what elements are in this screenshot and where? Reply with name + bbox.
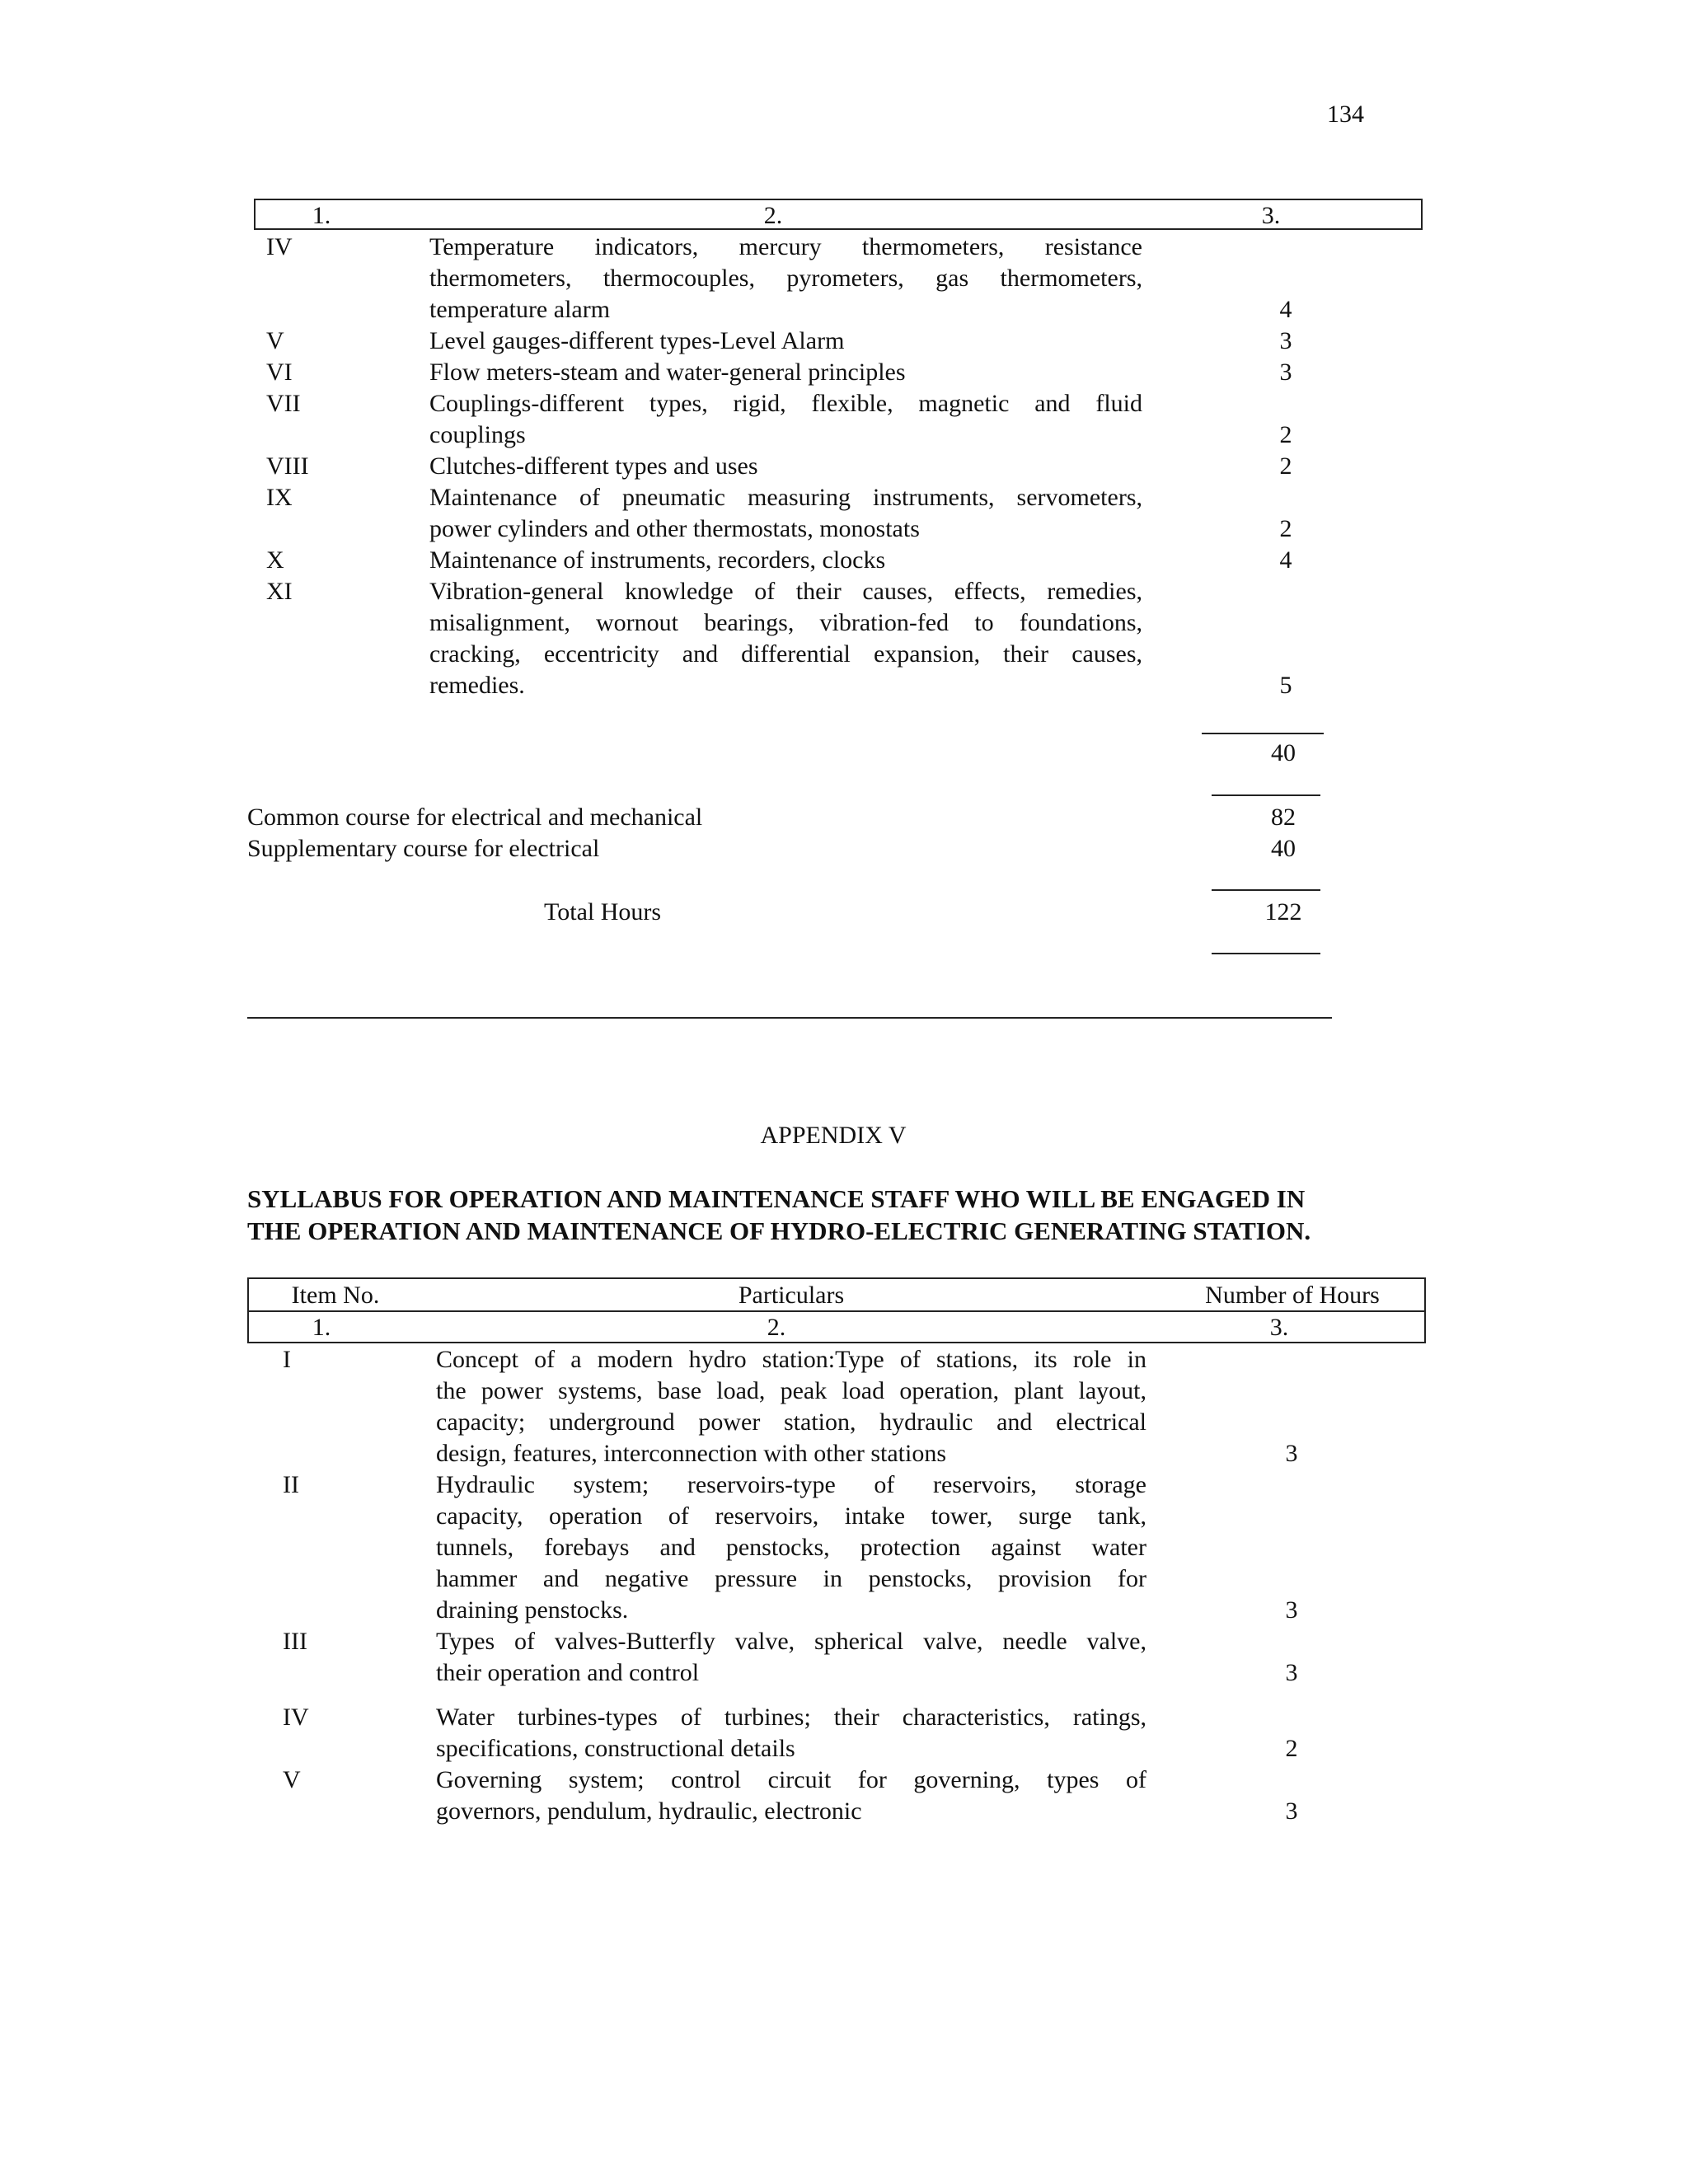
item-number: IV [283, 1704, 309, 1731]
item-description: Hydraulic system; reservoirs-type of reservoirs, storage capacity, operation of reservoirs, intake tower, surge tank, tunnels, forebays and penstocks, protection against water hammer and negative pressure in penstocks, provision for draining penstocks. [436, 1471, 1146, 1624]
summary-rule-mid [1212, 889, 1320, 891]
summary-rule-bottom [1212, 953, 1320, 954]
item-number: VIII [266, 452, 309, 480]
item-description: Level gauges-different types-Level Alarm [429, 327, 845, 354]
item-hours: 2 [1279, 515, 1292, 542]
column-header-hours: Number of Hours [1205, 1282, 1380, 1309]
header-separator [249, 1310, 1424, 1312]
item-hours: 4 [1279, 296, 1292, 323]
item-hours: 4 [1279, 546, 1292, 574]
column-number-1: 1. [312, 1314, 331, 1341]
syllabus-title: SYLLABUS FOR OPERATION AND MAINTENANCE STAFF WHO WILL BE ENGAGED IN THE OPERATION AND MAINTENANCE OF HYDRO-ELECTRIC GENERATING STATION. [247, 1184, 1311, 1245]
total-hours-value: 122 [1264, 898, 1302, 926]
item-number: V [266, 327, 284, 354]
item-number: X [266, 546, 284, 574]
table1-header-col2: 2. [763, 202, 783, 229]
item-description: Maintenance of instruments, recorders, clocks [429, 546, 886, 574]
item-hours: 2 [1285, 1735, 1298, 1762]
item-hours: 2 [1279, 421, 1292, 448]
item-description: Types of valves-Butterfly valve, spherical valve, needle valve, their operation and control [436, 1628, 1146, 1686]
item-number: III [283, 1628, 307, 1655]
item-description: Vibration-general knowledge of their causes, effects, remedies, misalignment, wornout bearings, vibration-fed to foundations, cracking, eccentricity and differential expansion, their causes, remedies. [429, 578, 1142, 699]
summary-rule-top [1212, 794, 1320, 796]
subtotal-value: 40 [1271, 739, 1296, 766]
supplementary-course-value: 40 [1271, 835, 1296, 862]
column-number-2: 2. [767, 1314, 786, 1341]
item-description: Governing system; control circuit for governing, types of governors, pendulum, hydraulic, electronic [436, 1766, 1146, 1825]
item-hours: 3 [1279, 359, 1292, 386]
column-header-particulars: Particulars [738, 1282, 845, 1309]
table1-header-col3: 3. [1261, 202, 1281, 229]
item-hours: 5 [1279, 672, 1292, 699]
subtotal-rule [1202, 733, 1324, 734]
item-hours: 2 [1279, 452, 1292, 480]
item-number: IV [266, 233, 293, 260]
item-hours: 3 [1285, 1659, 1298, 1686]
item-number: VI [266, 359, 293, 386]
table2-header [247, 1277, 1426, 1343]
item-number: VII [266, 390, 301, 417]
table1-header [254, 199, 1423, 230]
item-description: Concept of a modern hydro station:Type of stations, its role in the power systems, base load, peak load operation, plant layout, capacity; underground power station, hydraulic and electrical design, features, interconnection with other stations [436, 1346, 1146, 1467]
page-number: 134 [1327, 101, 1364, 128]
item-number: V [283, 1766, 301, 1793]
item-description: Flow meters-steam and water-general principles [429, 359, 906, 386]
item-description: Clutches-different types and uses [429, 452, 758, 480]
common-course-value: 82 [1271, 804, 1296, 831]
common-course-label: Common course for electrical and mechanical [247, 804, 703, 831]
item-description: Temperature indicators, mercury thermometers, resistance thermometers, thermocouples, pyrometers, gas thermometers, temperature alarm [429, 233, 1142, 323]
supplementary-course-label: Supplementary course for electrical [247, 835, 600, 862]
section-divider [247, 1017, 1332, 1019]
item-number: II [283, 1471, 299, 1498]
item-hours: 3 [1285, 1596, 1298, 1624]
table1-header-col1: 1. [312, 202, 331, 229]
item-number: I [283, 1346, 291, 1373]
item-number: IX [266, 484, 293, 511]
item-description: Maintenance of pneumatic measuring instruments, servometers, power cylinders and other thermostats, monostats [429, 484, 1142, 542]
appendix-heading: APPENDIX V [760, 1122, 907, 1149]
item-hours: 3 [1285, 1440, 1298, 1467]
column-header-item-no: Item No. [291, 1282, 380, 1309]
item-hours: 3 [1285, 1797, 1298, 1825]
item-description: Couplings-different types, rigid, flexible, magnetic and fluid couplings [429, 390, 1142, 448]
column-number-3: 3. [1269, 1314, 1289, 1341]
item-number: XI [266, 578, 293, 605]
item-hours: 3 [1279, 327, 1292, 354]
item-description: Water turbines-types of turbines; their characteristics, ratings, specifications, constructional details [436, 1704, 1146, 1762]
total-hours-label: Total Hours [544, 898, 662, 926]
